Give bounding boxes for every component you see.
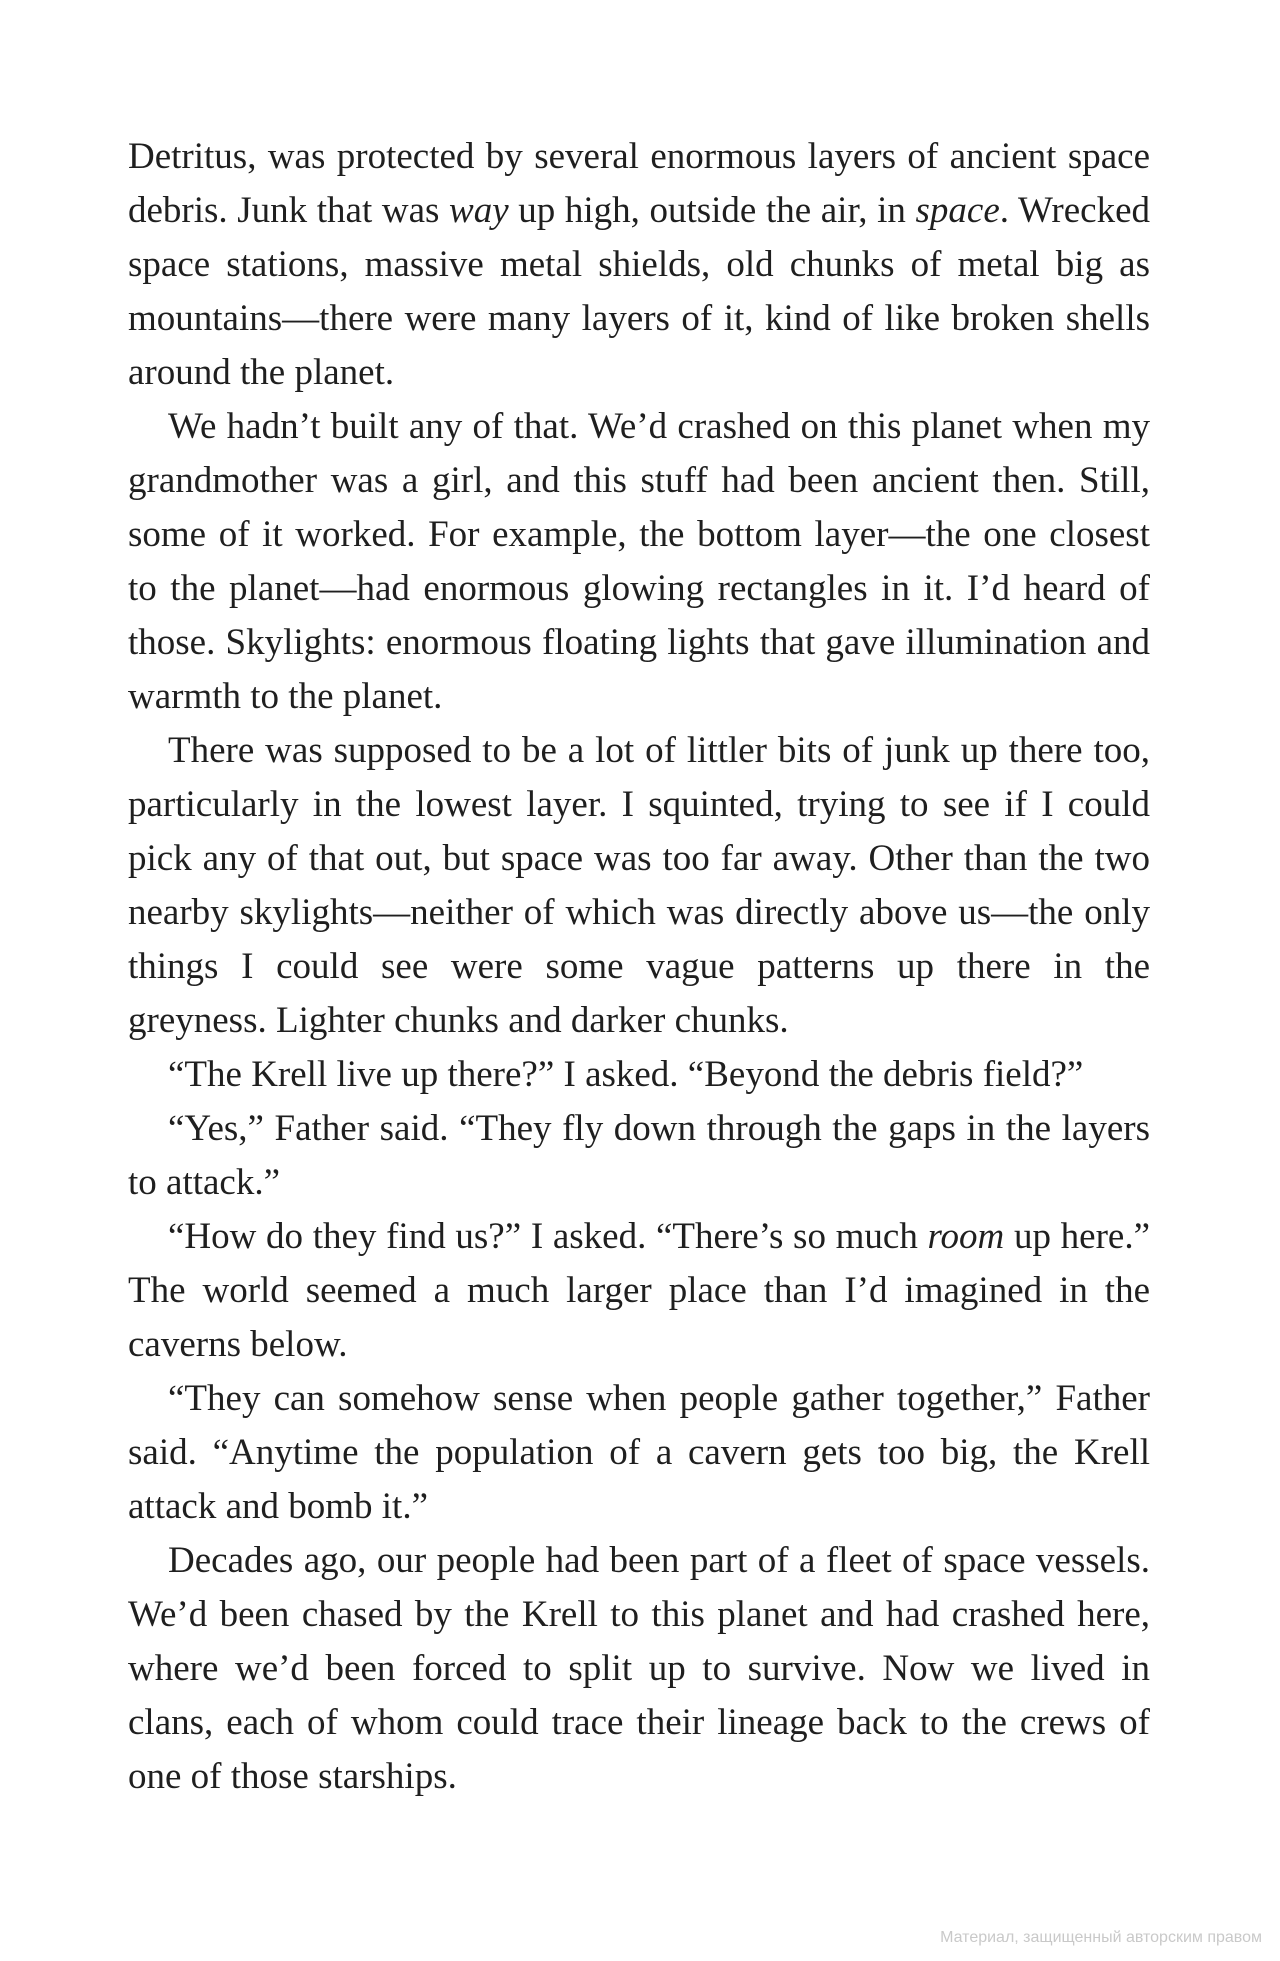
- paragraph-6: [128, 1210, 1150, 1372]
- paragraph-2: [128, 400, 1150, 724]
- paragraph-4: [128, 1048, 1150, 1102]
- paragraph-1: [128, 130, 1150, 400]
- text-run: “How do they find us?” I asked. “There’s so much: [168, 1216, 928, 1257]
- paragraph-7: [128, 1372, 1150, 1534]
- text-run: . Wrecked space stations, massive metal shields, old chunks of metal big as mountains—there were many layers of it, kind of like broken shells around the planet.: [128, 190, 1150, 393]
- copyright-watermark: Материал, защищенный авторским правом: [940, 1929, 1262, 1946]
- italic-run: space: [915, 190, 1000, 231]
- text-run: up here.” The world seemed a much larger place than I’d imagined in the caverns below.: [128, 1216, 1150, 1365]
- italic-run: room: [927, 1216, 1005, 1257]
- page-body: [128, 130, 1150, 1804]
- paragraph-3: [128, 724, 1150, 1048]
- text-run: There was supposed to be a lot of littler bits of junk up there too, particularly in the lowest layer. I squinted, trying to see if I could pick any of that out, but space was too far away. Other than the two nearby skylights—neither of which was directly above us—the only things I could see were some vague patterns up there in the greyness. Lighter chunks and darker chunks.: [128, 730, 1150, 1041]
- text-run: Decades ago, our people had been part of a fleet of space vessels. We’d been chased by the Krell to this planet and had crashed here, where we’d been forced to split up to survive. Now we lived in clans, each of whom could trace their lineage back to the crews of one of those starships.: [128, 1540, 1150, 1797]
- text-run: Detritus, was protected by several enormous layers of ancient space debris. Junk that was: [128, 136, 1150, 231]
- text-run: up high, outside the air, in: [508, 190, 916, 231]
- text-run: “The Krell live up there?” I asked. “Beyond the debris field?”: [168, 1054, 1084, 1095]
- italic-run: way: [449, 190, 509, 231]
- text-run: “They can somehow sense when people gather together,” Father said. “Anytime the population of a cavern gets too big, the Krell attack and bomb it.”: [128, 1378, 1150, 1527]
- text-run: “Yes,” Father said. “They fly down through the gaps in the layers to attack.”: [128, 1108, 1150, 1203]
- paragraph-8: [128, 1534, 1150, 1804]
- text-run: We hadn’t built any of that. We’d crashed on this planet when my grandmother was a girl, and this stuff had been ancient then. Still, some of it worked. For example, the bottom layer—the one closest to the planet—had enormous glowing rectangles in it. I’d heard of those. Skylights: enormous floating lights that gave illumination and warmth to the planet.: [128, 406, 1150, 717]
- paragraph-5: [128, 1102, 1150, 1210]
